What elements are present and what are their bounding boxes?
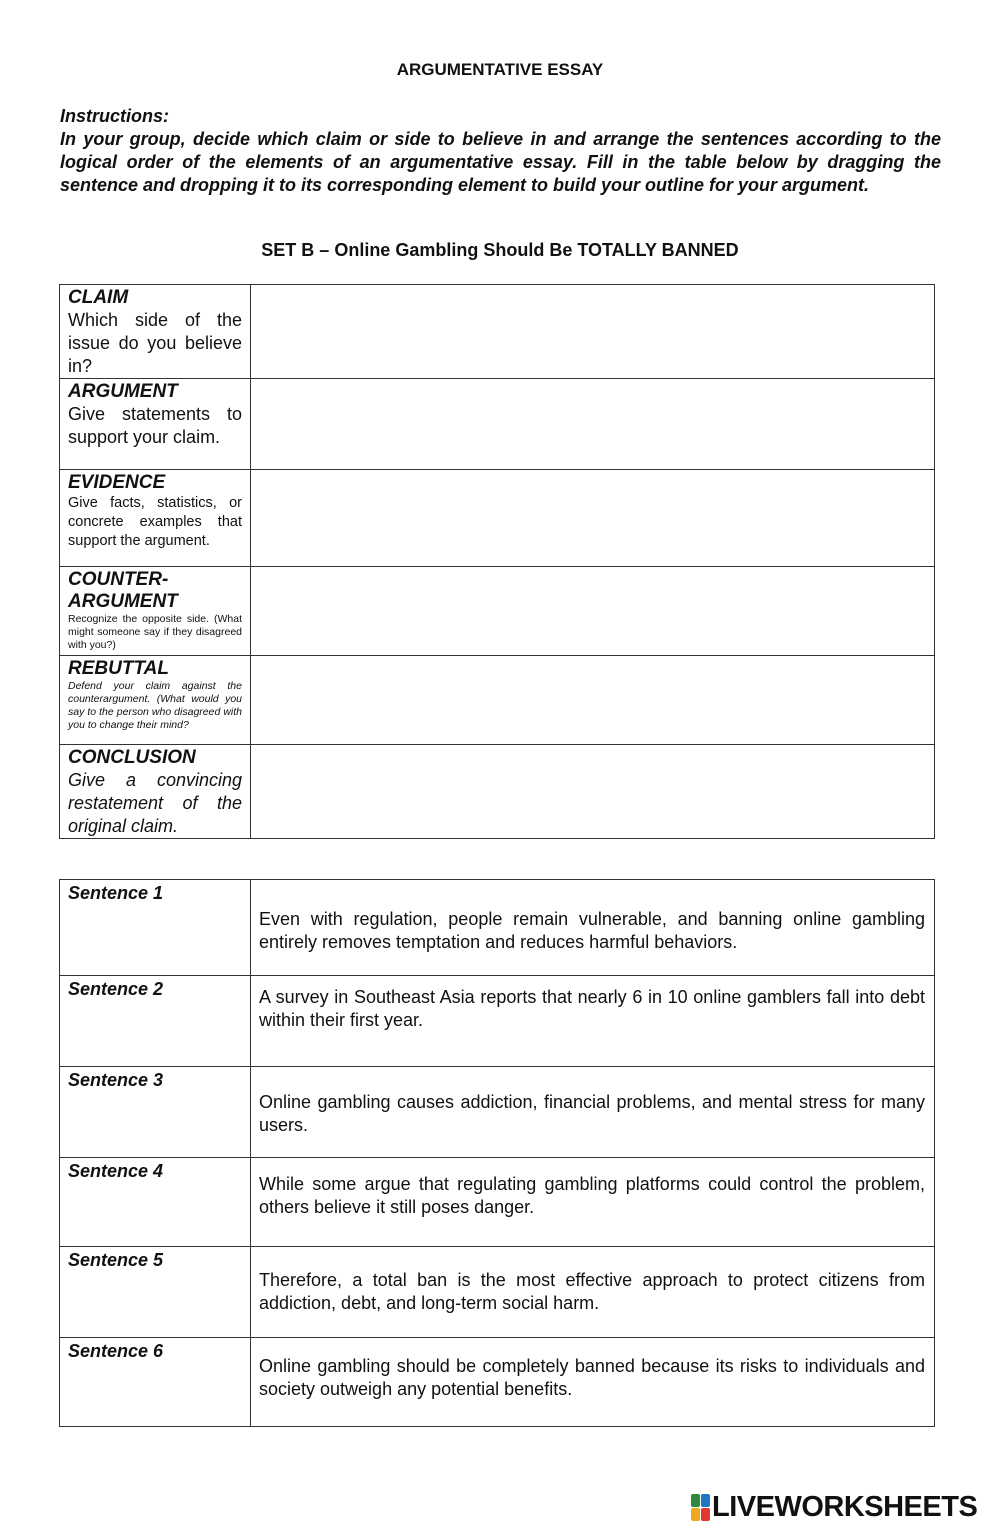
outline-label-cell — [60, 745, 251, 839]
outline-label-cell — [60, 470, 251, 567]
element-description: Give facts, statistics, or concrete examples that support the argument. — [68, 495, 242, 549]
element-name: EVIDENCE — [68, 472, 166, 493]
element-name: REBUTTAL — [68, 658, 169, 679]
sentence-table — [59, 879, 935, 1427]
outline-label-cell — [60, 567, 251, 656]
sentence-label: Sentence 4 — [60, 1158, 251, 1247]
drop-zone-evidence[interactable] — [251, 470, 935, 567]
element-description: Give a convincing restatement of the original claim. — [68, 770, 242, 836]
sentence-card-5[interactable]: Therefore, a total ban is the most effective approach to protect citizens from addiction, debt, and long-term social harm. — [251, 1247, 935, 1338]
sentence-label: Sentence 3 — [60, 1067, 251, 1158]
document-title: ARGUMENTATIVE ESSAY — [396, 60, 604, 79]
element-name: ARGUMENT — [68, 381, 178, 402]
outline-row-counter-argument — [60, 567, 935, 656]
sentence-card-6[interactable]: Online gambling should be completely banned because its risks to individuals and society outweigh any potential benefits. — [251, 1338, 935, 1427]
sentence-card-1[interactable]: Even with regulation, people remain vulnerable, and banning online gambling entirely removes temptation and reduces harmful behaviors. — [251, 880, 935, 976]
element-description: Which side of the issue do you believe in? — [68, 310, 242, 376]
drop-zone-argument[interactable] — [251, 379, 935, 470]
outline-label-cell — [60, 379, 251, 470]
outline-row-claim — [60, 285, 935, 379]
outline-row-conclusion — [60, 745, 935, 839]
outline-row-argument — [60, 379, 935, 470]
sentence-card-3[interactable]: Online gambling causes addiction, financial problems, and mental stress for many users. — [251, 1067, 935, 1158]
brand-name: LIVEWORKSHEETS — [712, 1491, 978, 1523]
drop-zone-counter-argument[interactable] — [251, 567, 935, 656]
element-description: Give statements to support your claim. — [68, 404, 242, 447]
sentence-row — [60, 1338, 935, 1427]
sentence-label: Sentence 6 — [60, 1338, 251, 1427]
sentence-card-2[interactable]: A survey in Southeast Asia reports that nearly 6 in 10 online gamblers fall into debt within their first year. — [251, 976, 935, 1067]
sentence-row — [60, 880, 935, 976]
liveworksheets-logo-icon — [691, 1494, 710, 1521]
drop-zone-conclusion[interactable] — [251, 745, 935, 839]
element-name: CONCLUSION — [68, 747, 196, 768]
sentence-row — [60, 1067, 935, 1158]
instructions-body: In your group, decide which claim or side to believe in and arrange the sentences according to the logical order of the elements of an argumentative essay. Fill in the table below by dragging the sentence and dropping it to its corresponding element to build your outline for your argument. — [60, 129, 941, 195]
outline-table — [59, 284, 935, 839]
set-title: SET B – Online Gambling Should Be TOTALLY BANNED — [261, 240, 739, 260]
sentence-row — [60, 1158, 935, 1247]
sentence-row — [60, 1247, 935, 1338]
outline-row-rebuttal — [60, 656, 935, 745]
element-description: Recognize the opposite side. (What might someone say if they disagreed with you?) — [68, 613, 242, 651]
element-description: Defend your claim against the counterargument. (What would you say to the person who disagreed with you to change their mind? — [68, 680, 242, 731]
element-name: CLAIM — [68, 287, 129, 308]
sentence-row — [60, 976, 935, 1067]
drop-zone-rebuttal[interactable] — [251, 656, 935, 745]
sentence-label: Sentence 1 — [60, 880, 251, 976]
liveworksheets-brand — [691, 1492, 977, 1522]
sentence-label: Sentence 5 — [60, 1247, 251, 1338]
element-name: COUNTER-ARGUMENT — [68, 569, 178, 612]
instructions-heading: Instructions: — [60, 106, 170, 126]
instructions — [60, 105, 941, 197]
sentence-card-4[interactable]: While some argue that regulating gambling platforms could control the problem, others believe it still poses danger. — [251, 1158, 935, 1247]
outline-label-cell — [60, 656, 251, 745]
sentence-label: Sentence 2 — [60, 976, 251, 1067]
outline-label-cell — [60, 285, 251, 379]
outline-row-evidence — [60, 470, 935, 567]
drop-zone-claim[interactable] — [251, 285, 935, 379]
